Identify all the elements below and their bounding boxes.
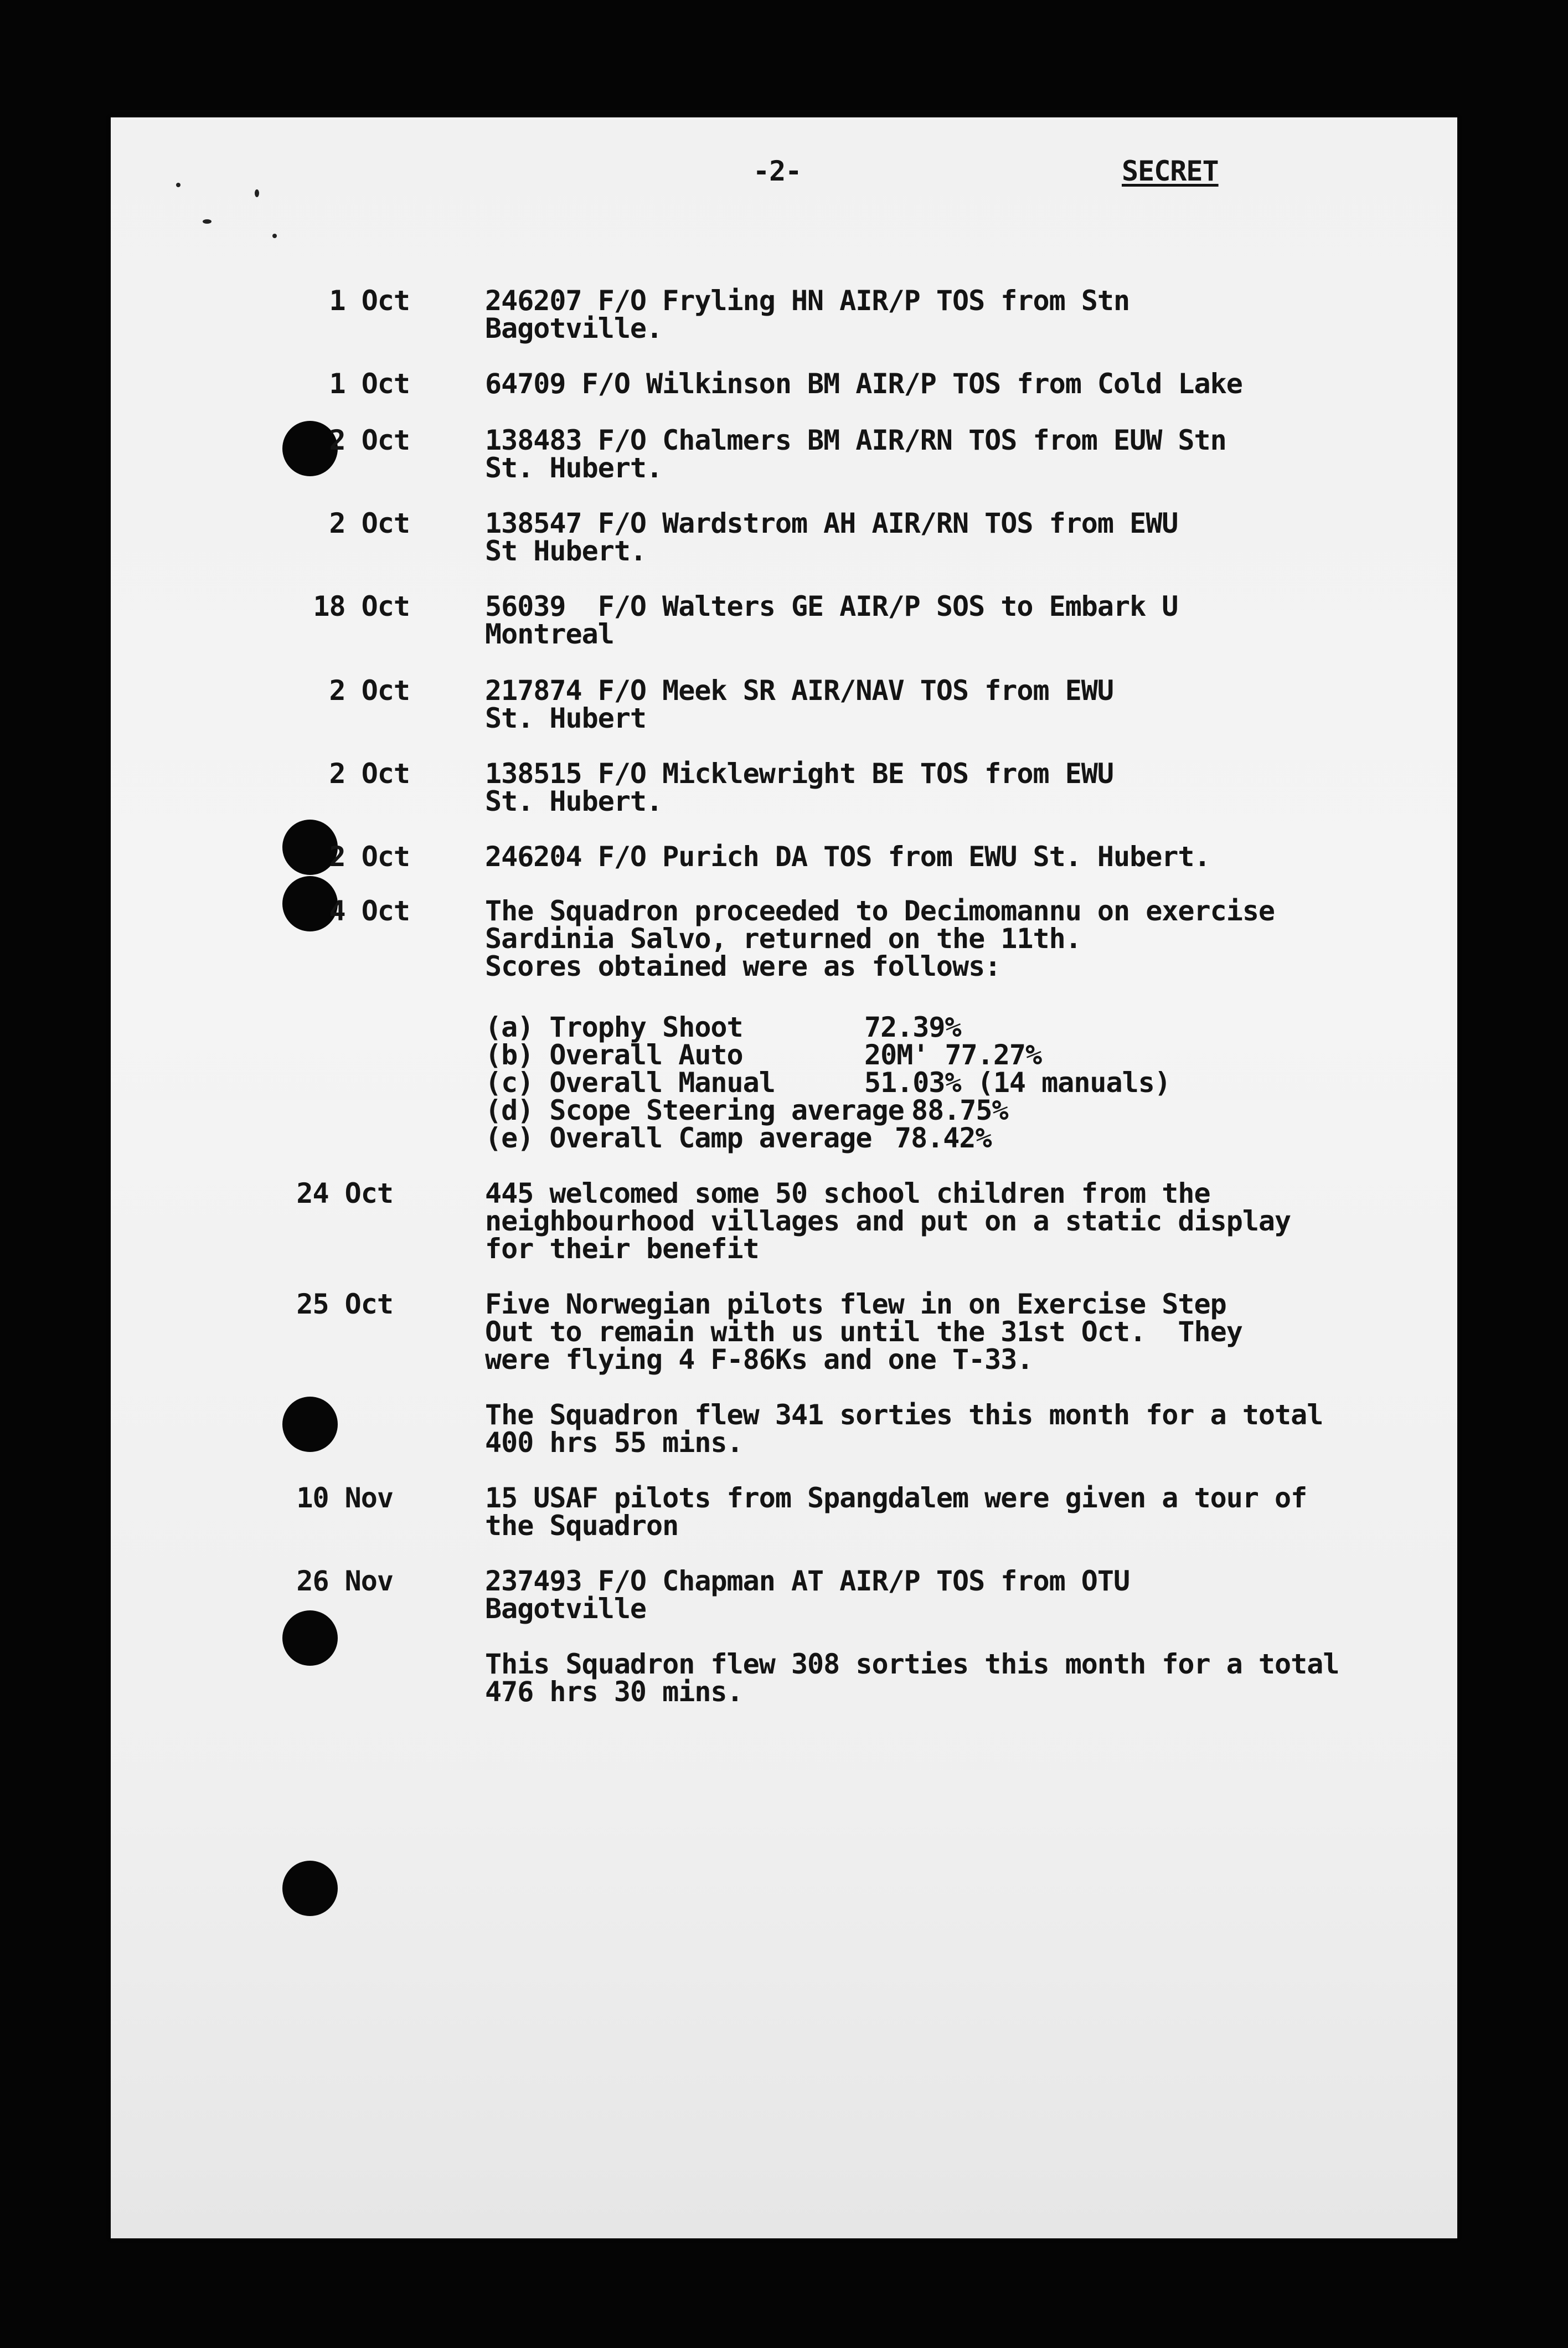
entry-text [485,370,1242,398]
entry-line: the Squadron [485,1510,679,1542]
entry-line: Bagotville. [485,312,663,344]
entry-text [485,1399,1323,1459]
speck [272,234,277,238]
entry-text [485,674,1113,734]
speck [255,189,259,197]
score-label: (b) Overall Auto [485,1039,743,1071]
score-label: (e) Overall Camp average [485,1122,872,1154]
entry-text [485,1288,1242,1376]
entry-text [485,590,1178,650]
entry-text [485,1177,1291,1265]
entry-date: 2 Oct [329,758,410,790]
entry-text [485,509,1178,565]
entry-line: This Squadron flew 308 sorties this month for a total [485,1648,1339,1680]
entry-line: Montreal [485,618,614,650]
entry-date: 1 Oct [329,285,410,317]
entry-line: Sardinia Salvo, returned on the 11th. [485,923,1081,955]
entry-date: 26 Nov [296,1565,393,1597]
entry-date: 2 Oct [329,507,410,539]
entry-line: 138547 F/O Wardstrom AH AIR/RN TOS from EWU [485,507,1178,539]
entry-line: 64709 F/O Wilkinson BM AIR/P TOS from Cold Lake [485,368,1242,400]
entry-text [485,1567,1129,1623]
entry-text [485,1650,1339,1706]
score-label: (a) Trophy Shoot [485,1011,743,1043]
score-value: 20M' 77.27% [864,1039,1042,1071]
score-value: 88.75% [911,1094,1008,1126]
entry-line: were flying 4 F-86Ks and one T-33. [485,1343,1033,1376]
entry-text [485,843,1210,871]
entry-line: St. Hubert. [485,785,663,817]
entry-line: 138483 F/O Chalmers BM AIR/RN TOS from EUW Stn [485,424,1226,456]
entry-text [485,287,1129,342]
entry-line: 400 hrs 55 mins. [485,1427,743,1459]
entry-date: 18 Oct [313,590,410,622]
entry-line: 445 welcomed some 50 school children from the [485,1177,1210,1209]
score-value: 51.03% (14 manuals) [864,1067,1170,1099]
entry-date: 2 Oct [329,841,410,873]
punch-hole [282,1610,338,1666]
entry-text [485,897,1275,980]
page-number: -2- [753,155,802,187]
score-label: (c) Overall Manual [485,1067,775,1099]
entry-text [485,1482,1307,1542]
entry-line: Scores obtained were as follows: [485,950,1001,982]
entry-text [485,760,1113,815]
entry-line: Bagotville [485,1593,647,1625]
score-label: (d) Scope Steering average [485,1094,904,1126]
entry-line: Five Norwegian pilots flew in on Exercise Step [485,1288,1226,1320]
speck [203,219,212,224]
entry-line: 217874 F/O Meek SR AIR/NAV TOS from EWU [485,674,1113,707]
entry-line: St. Hubert. [485,452,663,484]
entry-line: 246207 F/O Fryling HN AIR/P TOS from Stn [485,285,1130,317]
entry-line: Out to remain with us until the 31st Oct. They [485,1316,1242,1348]
entry-date: 1 Oct [329,368,410,400]
entry-date: 24 Oct [296,1177,393,1209]
punch-hole [282,1861,338,1916]
speck [176,183,180,187]
entry-text [485,426,1226,482]
score-value: 78.42% [895,1122,992,1154]
entry-date: 2 Oct [329,424,410,456]
entry-line: St. Hubert [485,702,647,734]
score-value: 72.39% [864,1011,961,1043]
entry-line: The Squadron flew 341 sorties this month for a total [485,1399,1323,1431]
entry-line: neighbourhood villages and put on a static display [485,1205,1291,1237]
entry-line: St Hubert. [485,535,647,567]
entry-line: 56039 F/O Walters GE AIR/P SOS to Embark U [485,590,1178,622]
entry-date: 4 Oct [329,895,410,927]
entry-line: 138515 F/O Micklewright BE TOS from EWU [485,758,1113,790]
entry-date: 25 Oct [296,1288,393,1320]
entry-date: 2 Oct [329,674,410,707]
entry-line: 237493 F/O Chapman AT AIR/P TOS from OTU [485,1565,1130,1597]
document-page [111,117,1457,2238]
entry-date: 10 Nov [296,1482,393,1514]
entry-line: The Squadron proceeded to Decimomannu on exercise [485,895,1275,927]
classification-stamp: SECRET [1122,155,1219,187]
entry-line: 15 USAF pilots from Spangdalem were given a tour of [485,1482,1307,1514]
punch-hole [282,1397,338,1452]
entry-line: for their benefit [485,1233,759,1265]
entry-line: 476 hrs 30 mins. [485,1676,743,1708]
entry-line: 246204 F/O Purich DA TOS from EWU St. Hubert. [485,841,1210,873]
